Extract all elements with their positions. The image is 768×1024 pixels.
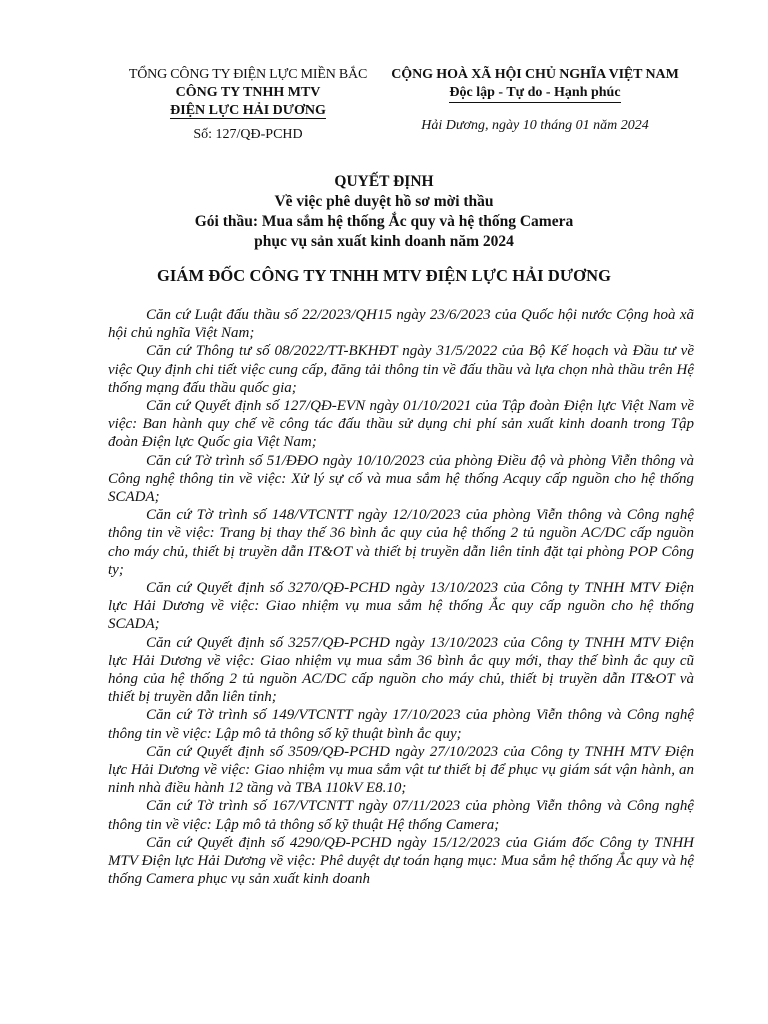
title-subject: Về việc phê duyệt hồ sơ mời thầu [274,193,494,210]
basis-paragraph: Căn cứ Quyết định số 4290/QĐ-PCHD ngày 15/12/2023 của Giám đốc Công ty TNHH MTV Điện lực Hải Dương về việc: Phê duyệt dự toán hạng mục: Mua sắm hệ thống Ắc quy và hệ thống Camera phục vụ sản xuất kinh doanh [108,834,694,888]
parent-org: TỔNG CÔNG TY ĐIỆN LỰC MIỀN BẮC [128,67,368,82]
basis-paragraph: Căn cứ Quyết định số 3270/QĐ-PCHD ngày 13/10/2023 của Công ty TNHH MTV Điện lực Hải Dương về việc: Giao nhiệm vụ mua sắm hệ thống Ắc quy cấp nguồn cho hệ thống SCADA; [108,580,694,633]
basis-paragraph: Căn cứ Tờ trình số 149/VTCNTT ngày 17/10/2023 của phòng Viễn thông và Công nghệ thông tin về việc: Lập mô tả thông số kỹ thuật bình ắc quy; [108,707,694,742]
national-motto: Độc lập - Tự do - Hạnh phúc [449,84,620,103]
basis-paragraph: Căn cứ Quyết định số 3509/QĐ-PCHD ngày 27/10/2023 của Công ty TNHH MTV Điện lực Hải Dương về việc: Giao nhiệm vụ mua sắm vật tư thiết bị để phục vụ giám sát vận hành, an ninh nhà điều hành 12 tầng và TBA 110kV E8.10; [108,743,694,797]
company-name [112,102,384,120]
company-type: CÔNG TY TNHH MTV [175,85,321,100]
title-purpose [120,232,648,252]
document-number: Số: 127/QĐ-PCHD [193,127,303,142]
decision-title [120,172,648,252]
company-name-text: ĐIỆN LỰC HẢI DƯƠNG [170,103,326,118]
document-date: Hải Dương, ngày 10 tháng 01 năm 2024 [421,118,649,133]
title-package: Gói thầu: Mua sắm hệ thống Ắc quy và hệ thống Camera [194,213,574,230]
legal-basis [108,306,694,889]
basis-paragraph: Căn cứ Tờ trình số 167/VTCNTT ngày 07/11/2023 của phòng Viễn thông và Công nghệ thông tin về việc: Lập mô tả thông số kỹ thuật Hệ thống Camera; [108,798,694,833]
national-header [380,66,690,135]
title-heading: QUYẾT ĐỊNH [334,173,434,190]
issuer-header [112,66,384,144]
basis-paragraph: Căn cứ Quyết định số 3257/QĐ-PCHD ngày 13/10/2023 của Công ty TNHH MTV Điện lực Hải Dương về việc: Giao nhiệm vụ mua sắm 36 bình ắc quy mới, thay thế bình ắc quy cũ hỏng của hệ thống 2 tủ nguồn AC/DC cấp nguồn cho máy chủ, thiết bị truyền dẫn IT&OT và thiết bị truyền dẫn liên tỉnh; [108,634,694,706]
basis-paragraph: Căn cứ Tờ trình số 148/VTCNTT ngày 12/10/2023 của phòng Viễn thông và Công nghệ thông tin về việc: Trang bị thay thế 36 bình ắc quy của hệ thống 2 tủ nguồn AC/DC cấp nguồn cho máy chủ, thiết bị truyền dẫn IT&OT và thiết bị truyền dẫn liên tỉnh đặt tại phòng POP Công ty; [108,507,694,578]
basis-paragraph: Căn cứ Thông tư số 08/2022/TT-BKHĐT ngày 31/5/2022 của Bộ Kế hoạch và Đầu tư về việc Quy định chi tiết việc cung cấp, đăng tải thông tin về đấu thầu và lựa chọn nhà thầu trên Hệ thống mạng đấu thầu quốc gia; [108,343,694,396]
basis-paragraph: Căn cứ Luật đấu thầu số 22/2023/QH15 ngày 23/6/2023 của Quốc hội nước Cộng hoà xã hội chủ nghĩa Việt Nam; [108,307,694,342]
basis-paragraph: Căn cứ Quyết định số 127/QĐ-EVN ngày 01/10/2021 của Tập đoàn Điện lực Việt Nam về việc: Ban hành quy chế về công tác đấu thầu sử dụng chi phí sản xuất kinh doanh trong Tập đoàn Điện lực Quốc gia Việt Nam; [108,398,694,451]
director-heading: GIÁM ĐỐC CÔNG TY TNHH MTV ĐIỆN LỰC HẢI DƯƠNG [156,266,612,285]
basis-paragraph: Căn cứ Tờ trình số 51/ĐĐO ngày 10/10/2023 của phòng Điều độ và phòng Viễn thông và Công nghệ thông tin về việc: Xử lý sự cố và mua sắm hệ thống Acquy cấp nguồn cho hệ thống SCADA; [108,452,694,506]
title-purpose-text: phục vụ sản xuất kinh doanh năm 2024 [254,233,514,250]
national-title: CỘNG HOÀ XÃ HỘI CHỦ NGHĨA VIỆT NAM [391,67,679,82]
